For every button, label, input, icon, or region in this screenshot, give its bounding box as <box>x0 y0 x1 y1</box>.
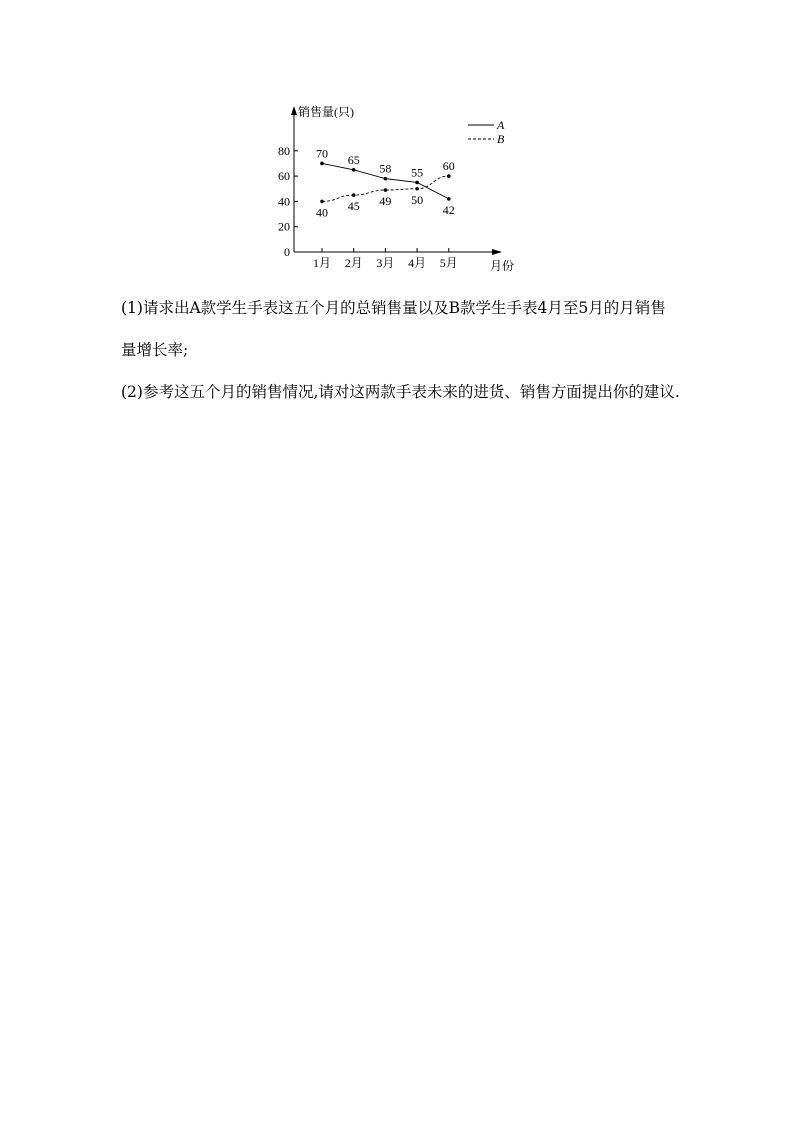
chart-legend <box>468 118 505 146</box>
series-a-data-label: 55 <box>411 165 424 180</box>
series-a-point <box>320 162 324 166</box>
series-b-point <box>447 174 451 178</box>
x-axis-arrow <box>492 249 502 255</box>
series-a-data-label: 65 <box>347 152 360 167</box>
sales-line-chart <box>270 96 530 281</box>
question-2: (2)参考这五个月的销售情况,请对这两款手表未来的进货、销售方面提出你的建议. <box>121 383 680 401</box>
series-a-data-label: 70 <box>316 146 328 161</box>
x-tick-label: 5月 <box>439 256 458 270</box>
y-tick-label: 0 <box>284 245 290 259</box>
series-b-data-label: 60 <box>442 159 455 174</box>
question-1: (1)请求出A款学生手表这五个月的总销售量以及B款学生手表4月至5月的月销售量增长率; <box>121 299 666 359</box>
series-b-data-label: 50 <box>411 192 424 207</box>
y-tick-label: 40 <box>278 194 290 209</box>
series-b-data-label: 40 <box>316 205 328 220</box>
series-b-data-label: 45 <box>347 199 360 214</box>
series-a-data-label: 58 <box>379 161 392 176</box>
x-axis-label: 月份 <box>490 259 515 273</box>
y-axis-label: 销售量(只) <box>298 105 354 119</box>
series-b-point <box>384 188 388 192</box>
legend-a-label: A <box>497 118 505 132</box>
series-b-point <box>320 200 324 204</box>
series-a-point <box>384 177 388 181</box>
chart-series <box>316 146 455 219</box>
series-b-point <box>415 187 419 191</box>
y-tick-label: 60 <box>278 169 290 184</box>
series-a-data-label: 42 <box>442 202 455 217</box>
y-tick-label: 20 <box>278 219 290 234</box>
series-a-point <box>415 181 419 185</box>
chart-axes <box>278 104 514 273</box>
y-tick-label: 80 <box>278 143 290 158</box>
legend-b-label: B <box>497 132 505 146</box>
series-b-data-label: 49 <box>379 194 392 209</box>
series-a-point <box>447 197 451 201</box>
series-b-point <box>352 193 356 197</box>
series-a-point <box>352 168 356 172</box>
x-tick-label: 4月 <box>408 256 427 270</box>
y-axis-arrow <box>291 106 297 115</box>
x-tick-label: 2月 <box>344 256 363 270</box>
x-tick-label: 3月 <box>376 256 395 270</box>
x-tick-label: 1月 <box>312 256 332 270</box>
